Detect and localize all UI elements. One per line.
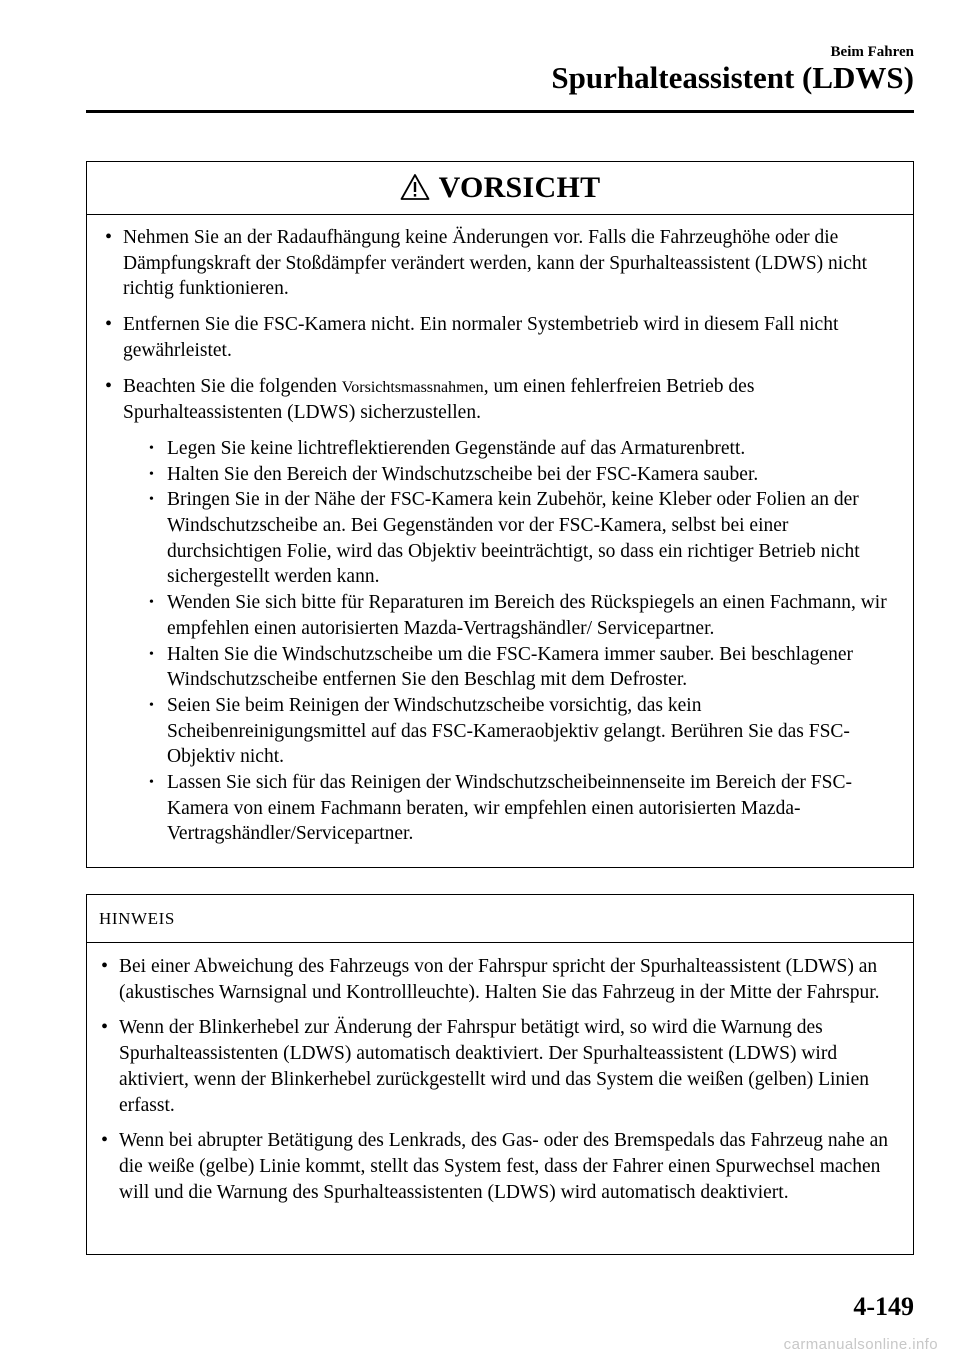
note-content	[87, 943, 913, 1205]
note-list	[101, 954, 899, 1205]
page-title: Spurhalteassistent (LDWS)	[551, 60, 914, 95]
page-number: 4-149	[853, 1292, 914, 1321]
caution-box	[86, 161, 914, 868]
header-divider	[86, 110, 914, 113]
warning-triangle-icon	[400, 173, 430, 201]
caution-item: • Nehmen Sie an der Radaufhängung keine Änderungen vor. Falls die Fahrzeughöhe oder die Dämpfungskraft der Stoßdämpfer verändert werden, kann der Spurhalteassistent (LDWS) nicht richtig funktionieren.	[105, 225, 899, 302]
caution-subitem: • Halten Sie die Windschutzscheibe um die FSC-Kamera immer sauber. Bei beschlagener Windschutzscheibe entfernen Sie den Beschlag mit dem Defroster.	[149, 642, 899, 693]
caution-item-emphasis: Vorsichtsmassnahmen	[341, 378, 484, 396]
section-header: Beim Fahren	[830, 44, 914, 60]
caution-subitem: • Lassen Sie sich für das Reinigen der Windschutzscheibeinnenseite im Bereich der FSC-Kamera von einem Fachmann beraten, wir empfehlen einen autorisierten Mazda-Vertragshändler/Servicepartner.	[149, 770, 899, 847]
note-item: • Wenn der Blinkerhebel zur Änderung der Fahrspur betätigt wird, so wird die Warnung des Spurhalteassistenten (LDWS) automatisch deaktiviert. Der Spurhalteassistent (LDWS) wird aktiviert, wenn der Blinkerhebel zurückgestellt wird und das System die weißen (gelben) Linien erfasst.	[101, 1015, 899, 1118]
caution-subitem: • Legen Sie keine lichtreflektierenden Gegenstände auf das Armaturenbrett.	[149, 436, 899, 462]
note-item: • Wenn bei abrupter Betätigung des Lenkrads, des Gas- oder des Bremspedals das Fahrzeug nahe an die weiße (gelbe) Linie kommt, stellt das System fest, dass der Fahrer einen Spurwechsel machen will und die Warnung des Spurhalteassistenten (LDWS) wird automatisch deaktiviert.	[101, 1128, 899, 1205]
caution-subitem: • Seien Sie beim Reinigen der Windschutzscheibe vorsichtig, das kein Scheibenreinigungsmittel auf das FSC-Kameraobjektiv gelangt. Berühren Sie das FSC-Objektiv nicht.	[149, 693, 899, 770]
note-item: • Bei einer Abweichung des Fahrzeugs von der Fahrspur spricht der Spurhalteassistent (LDWS) an (akustisches Warnsignal und Kontrollleuchte). Halten Sie das Fahrzeug in der Mitte der Fahrspur.	[101, 954, 899, 1005]
caution-subitem: • Wenden Sie sich bitte für Reparaturen im Bereich des Rückspiegels an einen Fachmann, wir empfehlen einen autorisierten Mazda-Vertragshändler/ Servicepartner.	[149, 590, 899, 641]
caution-subitem: • Bringen Sie in der Nähe der FSC-Kamera kein Zubehör, keine Kleber oder Folien an der Windschutzscheibe an. Bei Gegenständen vor der FSC-Kamera, selbst bei einer durchsichtigen Folie, wird das Objektiv beeinträchtigt, so dass ein richtiger Betrieb nicht sichergestellt werden kann.	[149, 487, 899, 590]
note-header: HINWEIS	[87, 895, 913, 943]
caution-list	[105, 225, 899, 426]
watermark: carmanualsonline.info	[783, 1336, 938, 1353]
caution-sublist	[105, 436, 899, 847]
caution-header	[87, 162, 913, 215]
caution-item-text: , um einen fehlerfreien Betrieb des Spurhalteassistenten (LDWS) sicherzustellen.	[123, 375, 755, 424]
caution-item	[105, 374, 899, 426]
caution-subitem: • Halten Sie den Bereich der Windschutzscheibe bei der FSC-Kamera sauber.	[149, 462, 899, 488]
caution-content	[87, 215, 913, 847]
caution-title: VORSICHT	[438, 171, 601, 204]
caution-item-text: Beachten Sie die folgenden	[123, 375, 342, 397]
note-box	[86, 894, 914, 1255]
caution-item: • Entfernen Sie die FSC-Kamera nicht. Ein normaler Systembetrieb wird in diesem Fall nicht gewährleistet.	[105, 312, 899, 363]
